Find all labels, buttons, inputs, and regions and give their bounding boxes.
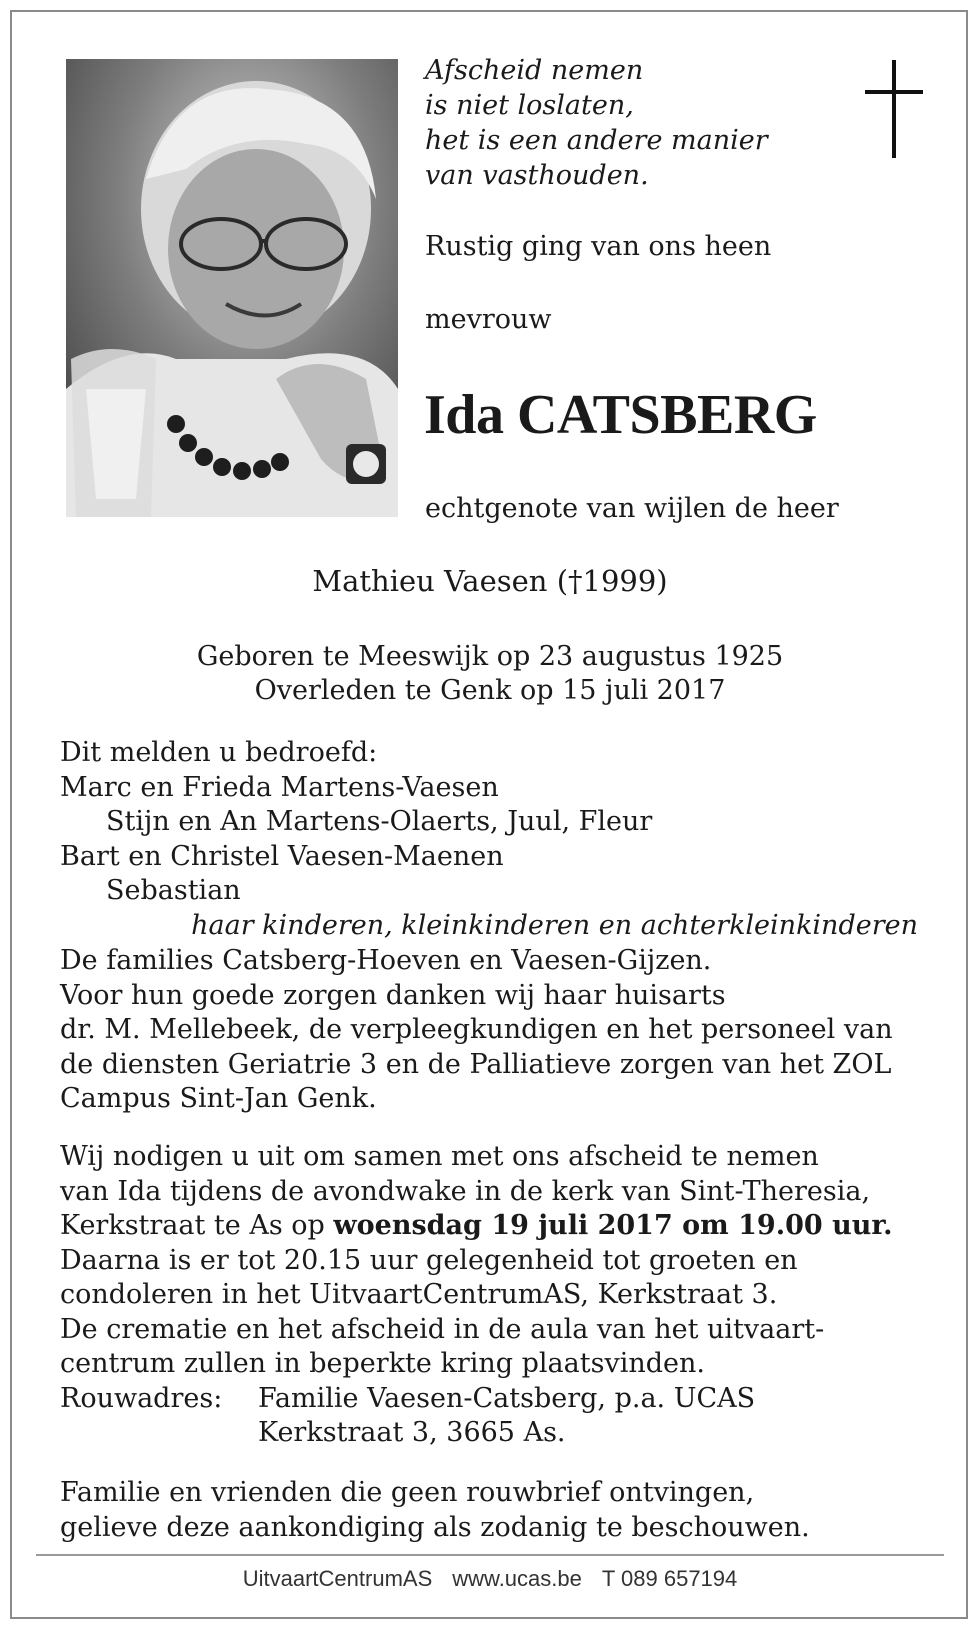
families-line: De families Catsberg-Hoeven en Vaesen-Gijzen.: [60, 945, 712, 976]
descendants-note: haar kinderen, kleinkinderen en achterkleinkinderen: [191, 910, 918, 941]
invitation-line: Wij nodigen u uit om samen met ons afscheid te nemen: [60, 1141, 819, 1172]
address-value: Kerkstraat 3, 3665 As.: [258, 1417, 566, 1448]
address-line: [60, 1382, 892, 1417]
deceased-name: Ida CATSBERG: [424, 384, 817, 446]
invitation-line: van Ida tijdens de avondwake in de kerk van Sint-Theresia,: [60, 1175, 871, 1207]
thanks-line: Voor hun goede zorgen danken wij haar huisarts: [60, 979, 726, 1011]
closing-line: Familie en vrienden die geen rouwbrief ontvingen,: [60, 1477, 755, 1508]
thanks-line: Campus Sint-Jan Genk.: [60, 1083, 377, 1114]
poem-line: het is een andere manier: [425, 125, 768, 156]
poem-line: is niet loslaten,: [425, 90, 634, 121]
announcers-heading: Dit melden u bedroefd:: [60, 737, 378, 768]
footer-divider: [36, 1554, 944, 1556]
intro-text: Rustig ging van ons heen: [425, 231, 772, 262]
invitation-date-line: [60, 1209, 892, 1244]
invitation-date: woensdag 19 juli 2017 om 19.00 uur.: [333, 1210, 893, 1241]
announcers-block: [60, 736, 652, 909]
poem: [425, 53, 768, 193]
title-word: mevrouw: [425, 304, 552, 335]
thanks-line: de diensten Geriatrie 3 en de Palliatieve zorgen van het ZOL: [60, 1048, 892, 1080]
footer: [0, 1566, 980, 1592]
invitation-date-prefix: Kerkstraat te As op: [60, 1210, 334, 1241]
footer-company: UitvaartCentrumAS: [242, 1566, 433, 1591]
poem-line: Afscheid nemen: [425, 55, 644, 86]
thanks-line: dr. M. Mellebeek, de verpleegkundigen en het personeel van: [60, 1014, 893, 1045]
invitation-line: De crematie en het afscheid in de aula van het uitvaart-: [60, 1313, 825, 1345]
invitation-line: centrum zullen in beperkte kring plaatsvinden.: [60, 1348, 705, 1379]
thanks-block: [60, 944, 893, 1117]
invitation-line: condoleren in het UitvaartCentrumAS, Kerkstraat 3.: [60, 1279, 778, 1310]
closing-line: gelieve deze aankondiging als zodanig te beschouwen.: [60, 1511, 810, 1543]
address-value: Familie Vaesen-Catsberg, p.a. UCAS: [258, 1382, 756, 1414]
cross-icon: [865, 60, 923, 160]
husband-name: Mathieu Vaesen (†1999): [312, 564, 668, 598]
address-label: Rouwadres:: [60, 1382, 223, 1414]
birth-line: Geboren te Meeswijk op 23 augustus 1925: [196, 641, 784, 672]
invitation-block: [60, 1140, 892, 1451]
family-line: Bart en Christel Vaesen-Maenen: [60, 840, 504, 872]
death-line: Overleden te Genk op 15 juli 2017: [254, 675, 726, 706]
invitation-line: Daarna is er tot 20.15 uur gelegenheid tot groeten en: [60, 1244, 798, 1276]
family-line: Marc en Frieda Martens-Vaesen: [60, 771, 499, 803]
portrait-photo: [66, 59, 398, 517]
portrait-illustration: [66, 59, 398, 517]
footer-website[interactable]: www.ucas.be: [452, 1566, 582, 1591]
footer-phone: T 089 657194: [601, 1566, 738, 1591]
closing-block: [60, 1476, 810, 1545]
poem-line: van vasthouden.: [425, 160, 649, 191]
relation-text: echtgenote van wijlen de heer: [425, 493, 839, 524]
grandchildren-line: Stijn en An Martens-Olaerts, Juul, Fleur: [106, 806, 653, 837]
address-line: [60, 1416, 892, 1451]
grandchildren-line: Sebastian: [106, 875, 241, 906]
